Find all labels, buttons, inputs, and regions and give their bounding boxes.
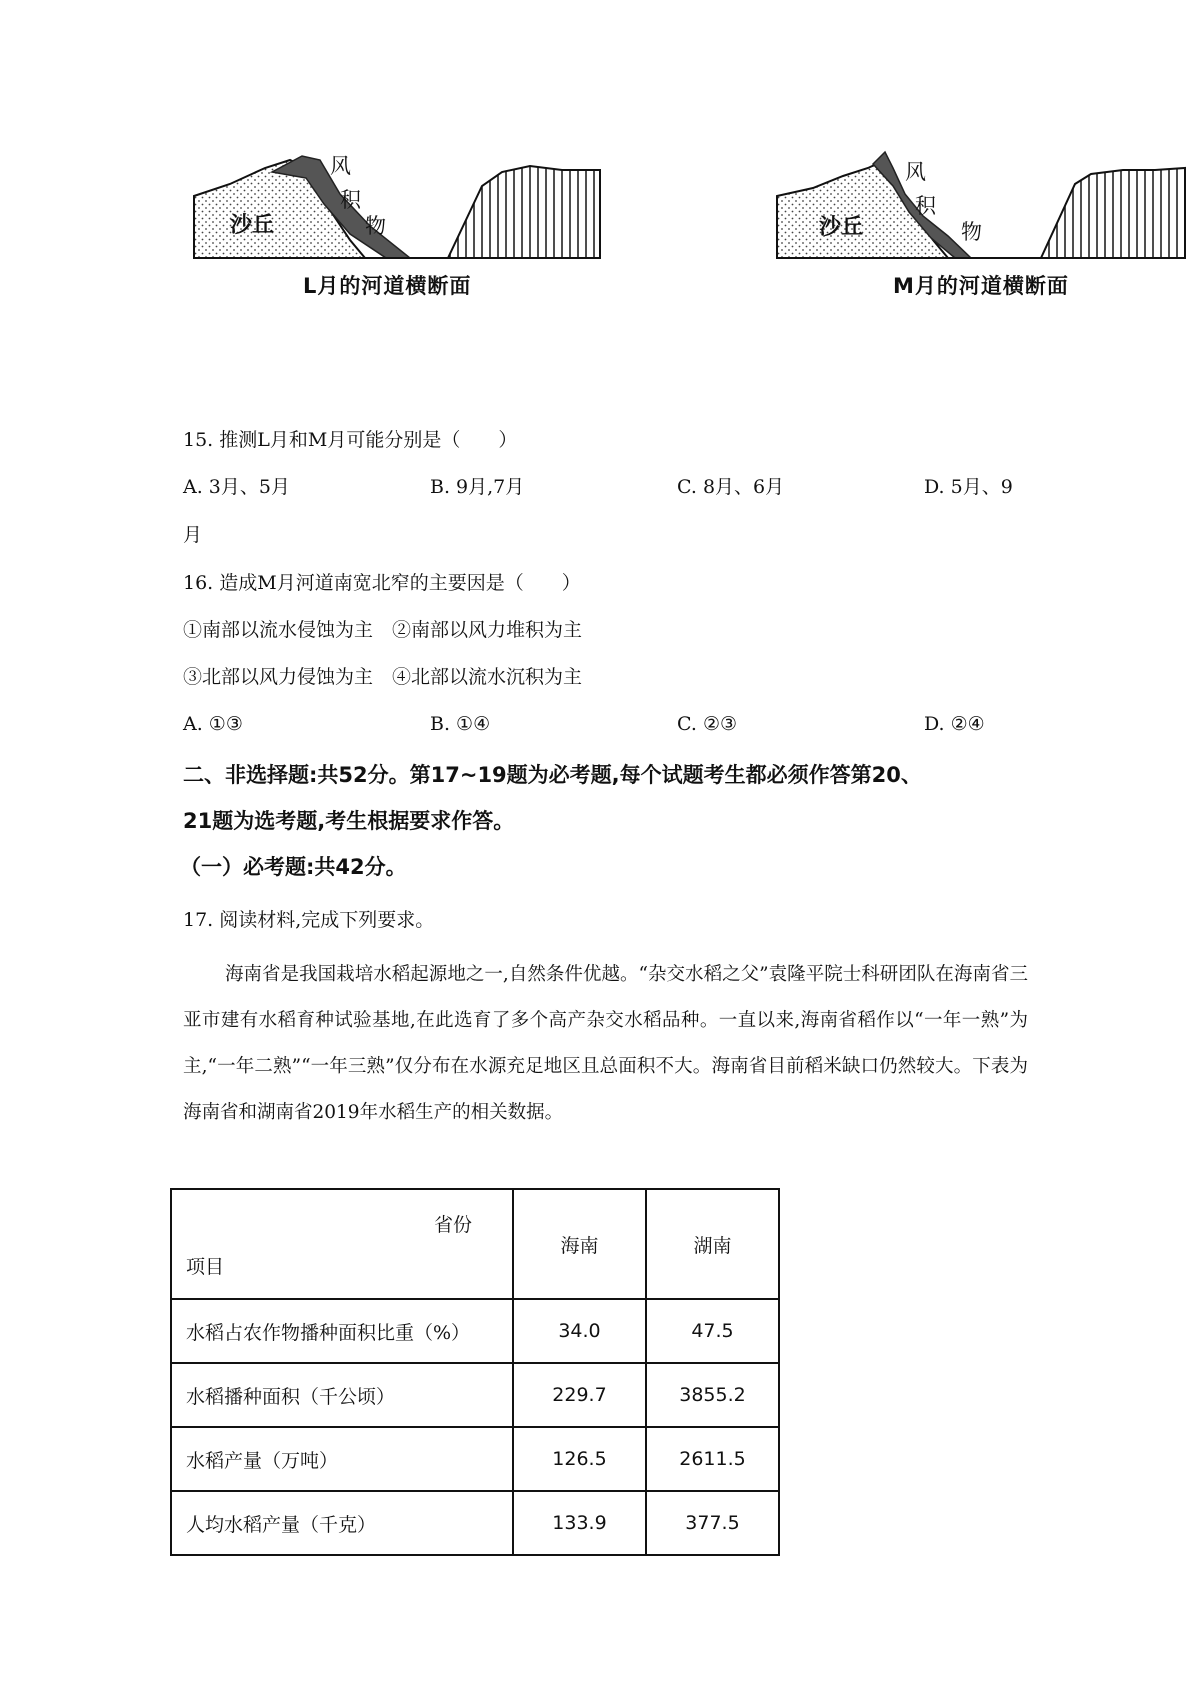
row-hainan-value: 229.7 — [513, 1363, 646, 1427]
q15-option-d-wrap: 月 — [183, 524, 203, 546]
figure-m-cross-section — [773, 150, 1193, 270]
section-2-heading-line-1: 二、非选择题:共52分。第17~19题为必考题,每个试题考生都必须作答第20、 — [183, 763, 922, 787]
section-2-heading-line-2: 21题为选考题,考生根据要求作答。 — [183, 809, 515, 833]
l-wind-label-2: 积 — [340, 188, 361, 212]
question-17-stem: 17. 阅读材料,完成下列要求。 — [183, 909, 435, 931]
table-row — [171, 1427, 779, 1491]
m-wind-label-2: 积 — [915, 194, 936, 218]
table-row — [171, 1299, 779, 1363]
row-hunan-value: 3855.2 — [646, 1363, 779, 1427]
figure-l-caption: L月的河道横断面 — [303, 274, 472, 298]
question-16-stem: 16. 造成M月河道南宽北窄的主要因是（ ） — [183, 572, 581, 594]
row-hainan-value: 133.9 — [513, 1491, 646, 1555]
q16-option-b: B. ①④ — [430, 713, 491, 735]
row-item: 水稻播种面积（千公顷） — [171, 1363, 513, 1427]
m-wind-label-1: 风 — [905, 160, 926, 184]
row-item: 人均水稻产量（千克） — [171, 1491, 513, 1555]
row-hunan-value: 377.5 — [646, 1491, 779, 1555]
q16-option-d: D. ②④ — [924, 713, 985, 735]
row-item: 水稻产量（万吨） — [171, 1427, 513, 1491]
row-hunan-value: 47.5 — [646, 1299, 779, 1363]
l-wind-label-3: 物 — [365, 214, 386, 238]
row-hainan-value: 34.0 — [513, 1299, 646, 1363]
q16-option-a: A. ①③ — [183, 713, 243, 735]
table-header-row — [171, 1189, 779, 1299]
q16-statement-3-4: ③北部以风力侵蚀为主 ④北部以流水沉积为主 — [183, 666, 583, 688]
q15-option-d: D. 5月、9 — [924, 476, 1013, 498]
q15-option-b: B. 9月,7月 — [430, 476, 525, 498]
m-wind-label-3: 物 — [961, 220, 982, 244]
q15-option-a: A. 3月、5月 — [183, 476, 290, 498]
l-dune-label: 沙丘 — [230, 213, 275, 238]
table-row — [171, 1363, 779, 1427]
header-hainan: 海南 — [513, 1189, 646, 1299]
figure-m-caption: M月的河道横断面 — [893, 274, 1069, 298]
rice-production-table — [170, 1188, 780, 1556]
row-hunan-value: 2611.5 — [646, 1427, 779, 1491]
row-hainan-value: 126.5 — [513, 1427, 646, 1491]
m-dune-label: 沙丘 — [819, 215, 864, 240]
header-hunan: 湖南 — [646, 1189, 779, 1299]
section-2-subheading: （一）必考题:共42分。 — [180, 855, 407, 879]
header-province-label: 省份 — [433, 1214, 472, 1236]
q16-statement-1-2: ①南部以流水侵蚀为主 ②南部以风力堆积为主 — [183, 619, 583, 641]
l-wind-label-1: 风 — [330, 154, 351, 178]
figure-l-cross-section — [190, 150, 610, 270]
header-item-label: 项目 — [186, 1256, 225, 1278]
row-item: 水稻占农作物播种面积比重（%） — [171, 1299, 513, 1363]
q16-option-c: C. ②③ — [677, 713, 738, 735]
table-row — [171, 1491, 779, 1555]
question-15-stem: 15. 推测L月和M月可能分别是（ ） — [183, 429, 518, 451]
table-header-diagonal-cell — [171, 1189, 513, 1299]
question-17-material: 海南省是我国栽培水稻起源地之一,自然条件优越。“杂交水稻之父”袁隆平院士科研团队在海南省三亚市建有水稻育种试验基地,在此选育了多个高产杂交水稻品种。一直以来,海南省稻作以“一年一熟”为主,“一年二熟”“一年三熟”仅分布在水源充足地区且总面积不大。海南省目前稻米缺口仍然较大。下表为海南省和湖南省2019年水稻生产的相关数据。 — [183, 964, 1028, 1123]
q15-option-c: C. 8月、6月 — [677, 476, 785, 498]
